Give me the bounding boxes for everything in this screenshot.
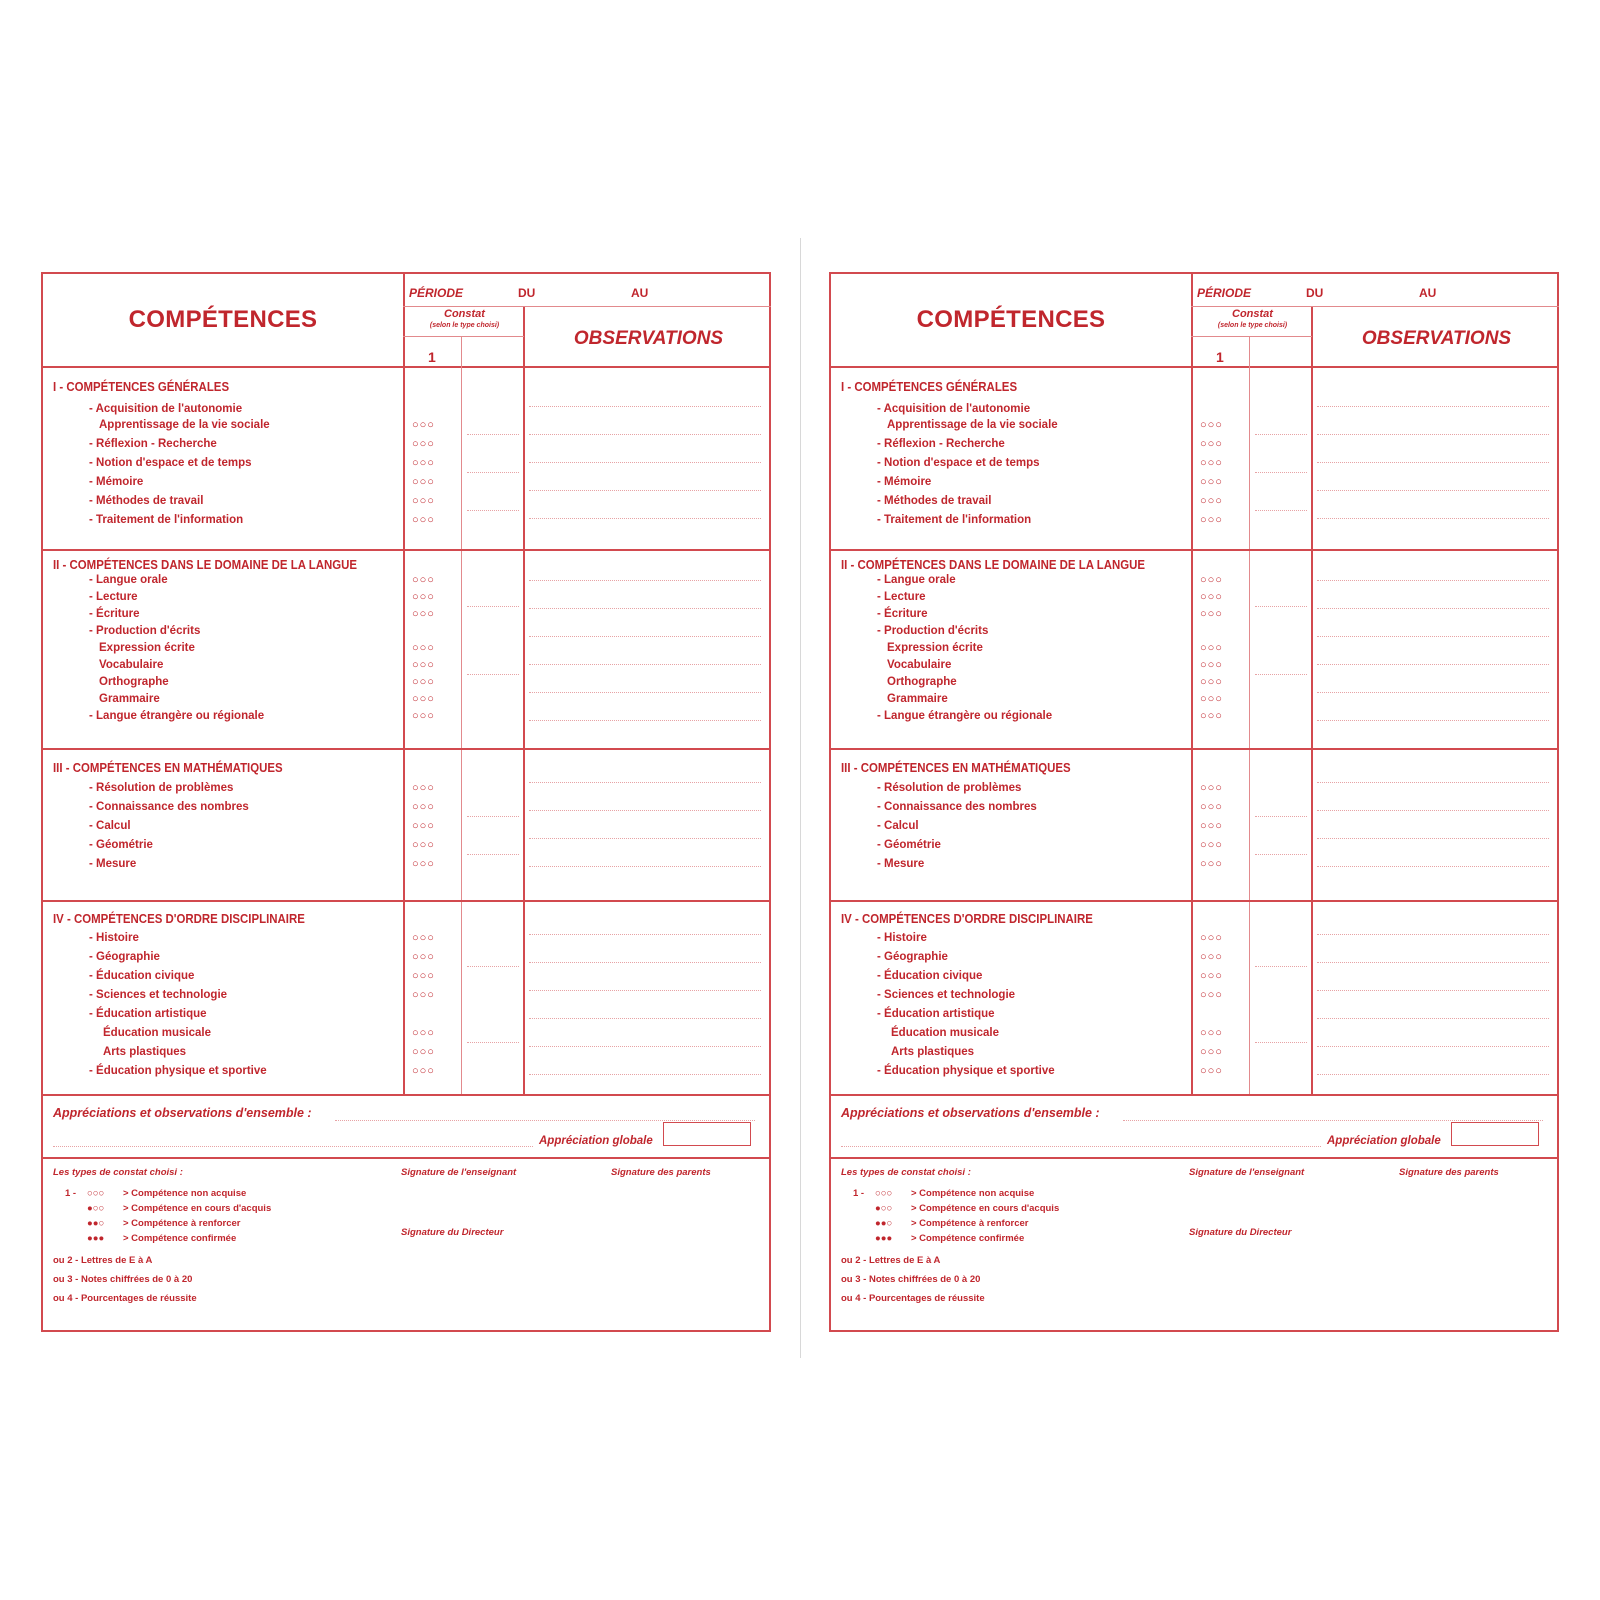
legend-prefix: 1 - (65, 1188, 77, 1199)
footer-divider (43, 1157, 769, 1159)
legend-alternative: ou 4 - Pourcentages de réussite (841, 1293, 985, 1304)
constat-circles[interactable]: ○○○ (1200, 591, 1223, 603)
types-title: Les types de constat choisi : (53, 1167, 183, 1178)
observation-rule (1317, 580, 1549, 581)
constat-circles[interactable]: ○○○ (1200, 438, 1223, 450)
constat-circles[interactable]: ○○○ (412, 574, 435, 586)
legend-symbol: ●●○ (87, 1218, 105, 1229)
competence-item: - Sciences et technologie (877, 989, 1016, 1001)
section-divider (831, 549, 1557, 551)
competence-item: - Écriture (89, 608, 140, 620)
competence-item: - Géographie (877, 951, 948, 963)
competence-item: - Production d'écrits (877, 625, 989, 637)
legend-alternative: ou 2 - Lettres de E à A (53, 1255, 153, 1266)
constat-rule (467, 854, 519, 855)
appreciation-globale-box[interactable] (663, 1122, 751, 1146)
competence-item: Orthographe (887, 676, 957, 688)
legend-alternative: ou 2 - Lettres de E à A (841, 1255, 941, 1266)
legend-symbol: ●●● (87, 1233, 105, 1244)
observation-rule (1317, 838, 1549, 839)
competence-item: - Traitement de l'information (89, 514, 244, 526)
competence-item: - Langue orale (89, 574, 168, 586)
competence-item: - Calcul (89, 820, 131, 832)
observation-rule (529, 434, 761, 435)
constat-circles[interactable]: ○○○ (412, 801, 435, 813)
constat-rule (467, 966, 519, 967)
constat-circles[interactable]: ○○○ (1200, 642, 1223, 654)
observations-column-border (523, 307, 525, 1094)
legend-symbol: ●○○ (875, 1203, 893, 1214)
constat-circles[interactable]: ○○○ (1200, 801, 1223, 813)
observations-column-border (1311, 307, 1313, 1094)
constat-rule (1255, 816, 1307, 817)
signature-enseignant: Signature de l'enseignant (1189, 1167, 1305, 1178)
au-label: AU (1419, 286, 1437, 300)
observation-rule (529, 1074, 761, 1075)
constat-rule (467, 1042, 519, 1043)
constat-circles[interactable]: ○○○ (412, 1027, 435, 1039)
section-title: II - COMPÉTENCES DANS LE DOMAINE DE LA LANGUE (841, 557, 1146, 572)
constat-circles[interactable]: ○○○ (412, 951, 435, 963)
appreciations-label: Appréciations et observations d'ensemble : (841, 1106, 1100, 1120)
section-divider (43, 748, 769, 750)
constat-circles[interactable]: ○○○ (1200, 839, 1223, 851)
section-divider (43, 900, 769, 902)
constat-circles[interactable]: ○○○ (412, 989, 435, 1001)
competence-item: - Histoire (89, 932, 139, 944)
competence-item: Expression écrite (99, 642, 195, 654)
competence-item: - Résolution de problèmes (89, 782, 234, 794)
constat-circles[interactable]: ○○○ (412, 495, 435, 507)
constat-circles[interactable]: ○○○ (1200, 782, 1223, 794)
observation-rule (529, 720, 761, 721)
du-label: DU (1306, 286, 1324, 300)
competence-item: - Acquisition de l'autonomie (89, 403, 243, 415)
signature-directeur: Signature du Directeur (1189, 1227, 1292, 1238)
competence-item: - Langue orale (877, 574, 956, 586)
section-divider (831, 748, 1557, 750)
constat-circles[interactable]: ○○○ (412, 858, 435, 870)
constat-rule (1255, 510, 1307, 511)
competence-item: - Méthodes de travail (877, 495, 992, 507)
section-title: II - COMPÉTENCES DANS LE DOMAINE DE LA LANGUE (53, 557, 358, 572)
observation-rule (1317, 636, 1549, 637)
signature-directeur: Signature du Directeur (401, 1227, 504, 1238)
report-page-left (41, 272, 771, 1332)
observation-rule (1317, 406, 1549, 407)
legend-symbol: ○○○ (875, 1188, 893, 1199)
au-label: AU (631, 286, 649, 300)
legend-text: > Compétence non acquise (123, 1188, 247, 1199)
page-title: COMPÉTENCES (128, 306, 318, 333)
competence-item: - Traitement de l'information (877, 514, 1032, 526)
page-fold (800, 238, 801, 1358)
du-label: DU (518, 286, 536, 300)
types-title: Les types de constat choisi : (841, 1167, 971, 1178)
section-divider (43, 1094, 769, 1096)
competence-item: - Mesure (877, 858, 925, 870)
constat-circles[interactable]: ○○○ (412, 514, 435, 526)
competence-item: Apprentissage de la vie sociale (887, 419, 1058, 431)
legend-text: > Compétence à renforcer (123, 1218, 241, 1229)
constat-circles[interactable]: ○○○ (1200, 693, 1223, 705)
competence-item: - Notion d'espace et de temps (877, 457, 1040, 469)
constat-circles[interactable]: ○○○ (1200, 820, 1223, 832)
constat-subtitle: (selon le type choisi) (429, 322, 500, 329)
legend-symbol: ●●● (875, 1233, 893, 1244)
competence-item: Vocabulaire (887, 659, 952, 671)
header-bottom-rule (831, 366, 1557, 368)
appreciation-globale-label: Appréciation globale (539, 1135, 653, 1147)
constat-rule (467, 434, 519, 435)
observation-rule (529, 490, 761, 491)
constat-circles[interactable]: ○○○ (412, 1065, 435, 1077)
competence-item: Expression écrite (887, 642, 983, 654)
constat-circles[interactable]: ○○○ (1200, 710, 1223, 722)
competence-item: - Résolution de problèmes (877, 782, 1022, 794)
constat-circles[interactable]: ○○○ (412, 676, 435, 688)
constat-circles[interactable]: ○○○ (1200, 676, 1223, 688)
observation-rule (529, 810, 761, 811)
legend-text: > Compétence en cours d'acquis (911, 1203, 1060, 1214)
constat-circles[interactable]: ○○○ (1200, 419, 1223, 431)
appreciations-line[interactable] (841, 1146, 1321, 1147)
constat-circles[interactable]: ○○○ (412, 820, 435, 832)
constat-circles[interactable]: ○○○ (412, 608, 435, 620)
signature-parents: Signature des parents (1399, 1167, 1499, 1178)
appreciation-globale-box[interactable] (1451, 1122, 1539, 1146)
observation-rule (1317, 664, 1549, 665)
appreciations-label: Appréciations et observations d'ensemble : (53, 1106, 312, 1120)
constat-rule (1255, 674, 1307, 675)
observation-rule (529, 518, 761, 519)
competence-item: - Lecture (89, 591, 138, 603)
constat-circles[interactable]: ○○○ (412, 659, 435, 671)
constat-rule (1255, 966, 1307, 967)
constat-rule (467, 510, 519, 511)
section-title: I - COMPÉTENCES GÉNÉRALES (53, 379, 230, 394)
periode-label: PÉRIODE (1197, 286, 1252, 300)
appreciation-globale-label: Appréciation globale (1327, 1135, 1441, 1147)
observation-rule (1317, 810, 1549, 811)
constat-circles[interactable]: ○○○ (1200, 1046, 1223, 1058)
constat-circles[interactable]: ○○○ (1200, 858, 1223, 870)
section-title: IV - COMPÉTENCES D'ORDRE DISCIPLINAIRE (53, 911, 305, 926)
competence-item: - Mémoire (877, 476, 932, 488)
legend-text: > Compétence en cours d'acquis (123, 1203, 272, 1214)
constat-rule (467, 606, 519, 607)
constat-circles[interactable]: ○○○ (1200, 951, 1223, 963)
competence-item: - Mesure (89, 858, 137, 870)
competence-item: - Sciences et technologie (89, 989, 228, 1001)
observation-rule (1317, 990, 1549, 991)
footer-divider (831, 1157, 1557, 1159)
observation-rule (529, 990, 761, 991)
constat-rule (1255, 434, 1307, 435)
observation-rule (1317, 1074, 1549, 1075)
observation-rule (1317, 866, 1549, 867)
constat-circles[interactable]: ○○○ (1200, 1027, 1223, 1039)
competence-item: - Éducation artistique (89, 1008, 207, 1020)
constat-row-rule (403, 336, 524, 337)
section-title: III - COMPÉTENCES EN MATHÉMATIQUES (841, 760, 1071, 775)
competence-item: - Géométrie (89, 839, 153, 851)
competence-item: Vocabulaire (99, 659, 164, 671)
observation-rule (529, 1046, 761, 1047)
competence-item: Apprentissage de la vie sociale (99, 419, 270, 431)
competence-item: - Méthodes de travail (89, 495, 204, 507)
appreciations-line[interactable] (53, 1146, 533, 1147)
constat-circles[interactable]: ○○○ (1200, 495, 1223, 507)
legend-alternative: ou 3 - Notes chiffrées de 0 à 20 (841, 1274, 981, 1285)
competence-item: Grammaire (99, 693, 160, 705)
observations-title: OBSERVATIONS (1361, 328, 1512, 349)
report-page-right (829, 272, 1559, 1332)
constat-subcolumn-border (1249, 336, 1250, 1094)
competence-item: - Production d'écrits (89, 625, 201, 637)
constat-circles[interactable]: ○○○ (1200, 932, 1223, 944)
periode-label: PÉRIODE (409, 286, 464, 300)
signature-enseignant: Signature de l'enseignant (401, 1167, 517, 1178)
observation-rule (529, 1018, 761, 1019)
constat-circles[interactable]: ○○○ (1200, 574, 1223, 586)
observation-rule (1317, 462, 1549, 463)
constat-label (1193, 309, 1312, 331)
competence-item: - Lecture (877, 591, 926, 603)
constat-label (405, 309, 524, 331)
column-number: 1 (1216, 349, 1224, 365)
competence-item: - Acquisition de l'autonomie (877, 403, 1031, 415)
observation-rule (1317, 1046, 1549, 1047)
constat-circles[interactable]: ○○○ (1200, 608, 1223, 620)
observation-rule (529, 962, 761, 963)
constat-circles[interactable]: ○○○ (1200, 514, 1223, 526)
observation-rule (1317, 490, 1549, 491)
constat-title: Constat (1232, 308, 1273, 320)
observation-rule (1317, 720, 1549, 721)
constat-circles[interactable]: ○○○ (412, 419, 435, 431)
constat-circles[interactable]: ○○○ (1200, 989, 1223, 1001)
observation-rule (529, 934, 761, 935)
competence-item: - Connaissance des nombres (877, 801, 1037, 813)
competence-item: Arts plastiques (891, 1046, 975, 1058)
observation-rule (529, 462, 761, 463)
observation-rule (1317, 692, 1549, 693)
constat-circles[interactable]: ○○○ (1200, 457, 1223, 469)
constat-rule (467, 816, 519, 817)
constat-circles[interactable]: ○○○ (412, 1046, 435, 1058)
page-title: COMPÉTENCES (916, 306, 1106, 333)
legend-symbol: ●○○ (87, 1203, 105, 1214)
competence-item: - Éducation physique et sportive (877, 1065, 1055, 1077)
competence-item: - Histoire (877, 932, 927, 944)
legend-text: > Compétence confirmée (911, 1233, 1025, 1244)
competence-item: - Langue étrangère ou régionale (89, 710, 265, 722)
competence-item: - Éducation civique (89, 970, 195, 982)
section-title: I - COMPÉTENCES GÉNÉRALES (841, 379, 1018, 394)
competence-item: - Connaissance des nombres (89, 801, 249, 813)
section-divider (831, 1094, 1557, 1096)
competence-item: - Calcul (877, 820, 919, 832)
competence-item: - Réflexion - Recherche (89, 438, 217, 450)
competence-item: - Éducation artistique (877, 1008, 995, 1020)
observation-rule (1317, 934, 1549, 935)
appreciations-line[interactable] (335, 1120, 755, 1121)
constat-rule (467, 472, 519, 473)
constat-circles[interactable]: ○○○ (412, 438, 435, 450)
observation-rule (529, 866, 761, 867)
constat-column-border (403, 274, 405, 1094)
competence-item: Orthographe (99, 676, 169, 688)
periode-row-rule (1191, 306, 1559, 307)
constat-circles[interactable]: ○○○ (1200, 1065, 1223, 1077)
header-bottom-rule (43, 366, 769, 368)
competence-item: Éducation musicale (891, 1027, 1000, 1039)
competence-item: - Réflexion - Recherche (877, 438, 1005, 450)
observation-rule (529, 838, 761, 839)
constat-circles[interactable]: ○○○ (412, 642, 435, 654)
legend-alternative: ou 3 - Notes chiffrées de 0 à 20 (53, 1274, 193, 1285)
appreciations-line[interactable] (1123, 1120, 1543, 1121)
constat-row-rule (1191, 336, 1312, 337)
constat-subcolumn-border (461, 336, 462, 1094)
observation-rule (529, 664, 761, 665)
observation-rule (1317, 434, 1549, 435)
constat-circles[interactable]: ○○○ (412, 457, 435, 469)
observations-title: OBSERVATIONS (573, 328, 724, 349)
observation-rule (529, 692, 761, 693)
legend-alternative: ou 4 - Pourcentages de réussite (53, 1293, 197, 1304)
periode-row-rule (403, 306, 771, 307)
legend-text: > Compétence non acquise (911, 1188, 1035, 1199)
observation-rule (1317, 608, 1549, 609)
competence-item: Arts plastiques (103, 1046, 187, 1058)
constat-rule (1255, 472, 1307, 473)
legend-text: > Compétence à renforcer (911, 1218, 1029, 1229)
legend-symbol: ○○○ (87, 1188, 105, 1199)
competence-item: - Géométrie (877, 839, 941, 851)
constat-rule (467, 674, 519, 675)
constat-circles[interactable]: ○○○ (412, 710, 435, 722)
observation-rule (1317, 962, 1549, 963)
competence-item: - Écriture (877, 608, 928, 620)
constat-circles[interactable]: ○○○ (1200, 476, 1223, 488)
legend-prefix: 1 - (853, 1188, 865, 1199)
legend-symbol: ●●○ (875, 1218, 893, 1229)
constat-circles[interactable]: ○○○ (412, 932, 435, 944)
signature-parents: Signature des parents (611, 1167, 711, 1178)
section-divider (43, 549, 769, 551)
observation-rule (1317, 782, 1549, 783)
competence-item: - Mémoire (89, 476, 144, 488)
constat-circles[interactable]: ○○○ (412, 476, 435, 488)
competence-item: - Notion d'espace et de temps (89, 457, 252, 469)
constat-rule (1255, 854, 1307, 855)
legend-text: > Compétence confirmée (123, 1233, 237, 1244)
constat-title: Constat (444, 308, 485, 320)
observation-rule (529, 782, 761, 783)
constat-circles[interactable]: ○○○ (1200, 659, 1223, 671)
constat-circles[interactable]: ○○○ (412, 693, 435, 705)
competence-item: - Langue étrangère ou régionale (877, 710, 1053, 722)
competence-item: - Éducation civique (877, 970, 983, 982)
constat-rule (1255, 606, 1307, 607)
constat-circles[interactable]: ○○○ (412, 839, 435, 851)
constat-rule (1255, 1042, 1307, 1043)
observation-rule (529, 406, 761, 407)
section-title: III - COMPÉTENCES EN MATHÉMATIQUES (53, 760, 283, 775)
constat-circles[interactable]: ○○○ (412, 591, 435, 603)
column-number: 1 (428, 349, 436, 365)
observation-rule (1317, 1018, 1549, 1019)
observation-rule (529, 580, 761, 581)
constat-circles[interactable]: ○○○ (1200, 970, 1223, 982)
constat-circles[interactable]: ○○○ (412, 782, 435, 794)
section-title: IV - COMPÉTENCES D'ORDRE DISCIPLINAIRE (841, 911, 1093, 926)
constat-column-border (1191, 274, 1193, 1094)
competence-item: Grammaire (887, 693, 948, 705)
competence-item: - Géographie (89, 951, 160, 963)
competence-item: Éducation musicale (103, 1027, 212, 1039)
observation-rule (1317, 518, 1549, 519)
observation-rule (529, 608, 761, 609)
constat-circles[interactable]: ○○○ (412, 970, 435, 982)
constat-subtitle: (selon le type choisi) (1217, 322, 1288, 329)
competence-item: - Éducation physique et sportive (89, 1065, 267, 1077)
observation-rule (529, 636, 761, 637)
section-divider (831, 900, 1557, 902)
